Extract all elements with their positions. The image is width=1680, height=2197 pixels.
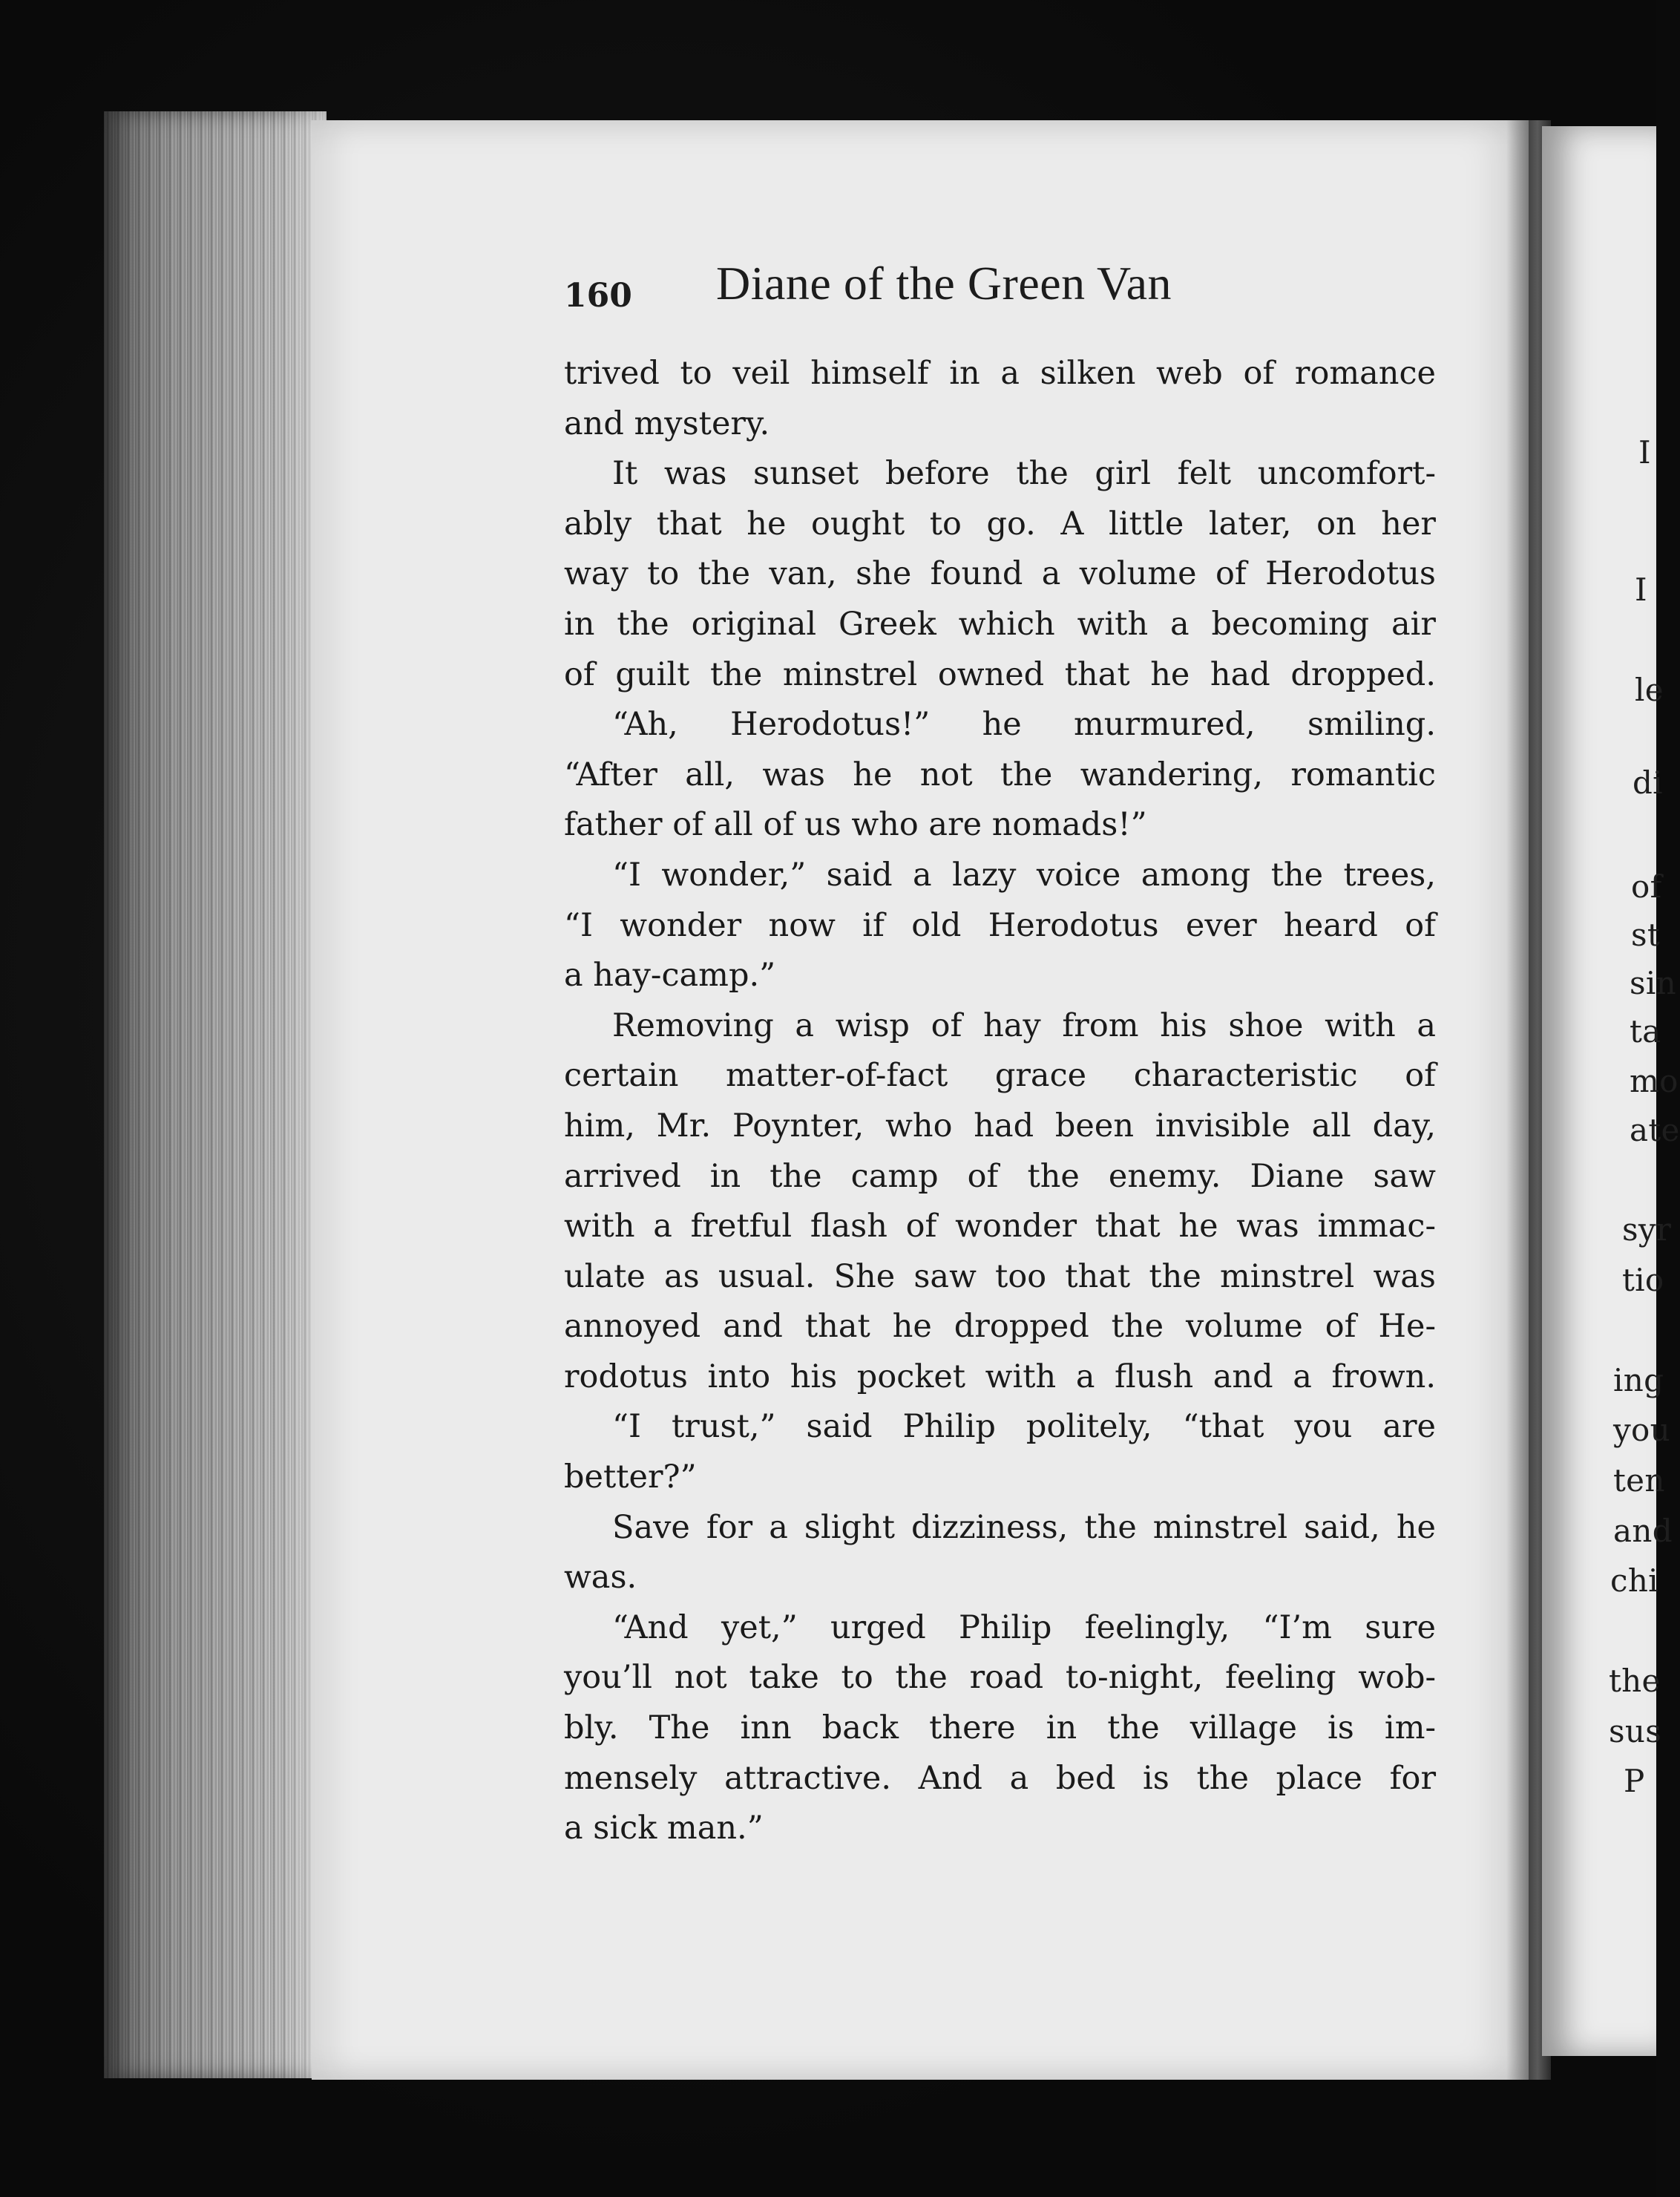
book-title: Diane of the Green Van — [716, 257, 1172, 310]
facing-page-fragment: di — [1633, 764, 1663, 801]
text-line: “And yet,” urged Philip feelingly, “I’m sure — [612, 1608, 1436, 1646]
facing-page-fragment: I — [1635, 572, 1647, 608]
text-line: certain matter-of-fact grace characteristic of — [564, 1057, 1436, 1095]
facing-page-fragment: le — [1635, 672, 1664, 708]
text-line: him, Mr. Poynter, who had been invisible all day, — [564, 1107, 1436, 1145]
text-line: annoyed and that he dropped the volume of He- — [564, 1308, 1436, 1346]
text-line: arrived in the camp of the enemy. Diane saw — [564, 1157, 1436, 1195]
facing-page-fragment: you — [1613, 1412, 1670, 1448]
text-line: “I wonder,” said a lazy voice among the trees, — [612, 856, 1436, 894]
facing-page-fragment: P — [1624, 1763, 1645, 1799]
facing-page-fragment: st — [1631, 917, 1661, 953]
facing-page-fragment: ate — [1630, 1112, 1680, 1148]
text-line: ulate as usual. She saw too that the minstrel was — [564, 1257, 1436, 1295]
facing-page-fragment: sin — [1630, 965, 1676, 1001]
text-line: It was sunset before the girl felt uncomfort- — [612, 455, 1436, 493]
book-page-edges-shadow — [104, 111, 327, 2078]
text-line: mensely attractive. And a bed is the place for — [564, 1759, 1436, 1797]
facing-page — [1542, 126, 1680, 2056]
text-line: “I trust,” said Philip politely, “that you are — [612, 1408, 1436, 1446]
facing-page-fragment: the — [1609, 1663, 1661, 1699]
text-line: “Ah, Herodotus!” he murmured, smiling. — [612, 706, 1436, 744]
text-line: Removing a wisp of hay from his shoe with a — [612, 1006, 1436, 1044]
facing-page-fragment: ta — [1630, 1013, 1661, 1050]
facing-page-fragment: ing — [1613, 1362, 1664, 1398]
text-line: with a fretful flash of wonder that he was immac- — [564, 1208, 1436, 1245]
facing-page-fragment: sus — [1609, 1713, 1662, 1749]
body-text — [564, 349, 1436, 1854]
text-line: you’ll not take to the road to-night, feeling wob- — [564, 1659, 1436, 1697]
text-line: of guilt the minstrel owned that he had dropped. — [564, 655, 1436, 693]
running-head — [564, 256, 1440, 323]
text-line: father of all of us who are nomads!” — [564, 806, 1147, 844]
facing-page-fragment: chi — [1610, 1562, 1658, 1599]
text-line: “I wonder now if old Herodotus ever heard of — [564, 906, 1436, 944]
text-line: bly. The inn back there in the village is im- — [564, 1709, 1436, 1747]
text-line: trived to veil himself in a silken web of romance — [564, 355, 1436, 392]
facing-page-fragment: mo — [1630, 1063, 1679, 1099]
facing-page-fragment: I — [1638, 434, 1651, 471]
text-line: a hay-camp.” — [564, 957, 776, 995]
facing-page-fragment: ten — [1613, 1462, 1665, 1499]
text-line: and mystery. — [564, 405, 770, 442]
text-line: was. — [564, 1559, 637, 1597]
text-line: way to the van, she found a volume of Herodotus — [564, 555, 1436, 593]
text-line: ably that he ought to go. A little later, on her — [564, 505, 1436, 543]
page-number: 160 — [564, 277, 632, 315]
facing-page-fragment: syr — [1622, 1211, 1672, 1248]
facing-page-fragment: of — [1631, 868, 1662, 905]
facing-page-fragment: tio — [1622, 1262, 1664, 1298]
text-line: rodotus into his pocket with a flush and a frown. — [564, 1358, 1436, 1395]
text-line: better?” — [564, 1458, 697, 1496]
text-line: Save for a slight dizziness, the minstrel said, he — [612, 1508, 1436, 1546]
text-line: a sick man.” — [564, 1810, 764, 1847]
facing-page-fragment: and — [1613, 1513, 1673, 1549]
text-line: in the original Greek which with a becoming air — [564, 605, 1436, 643]
text-line: “After all, was he not the wandering, romantic — [564, 756, 1436, 793]
